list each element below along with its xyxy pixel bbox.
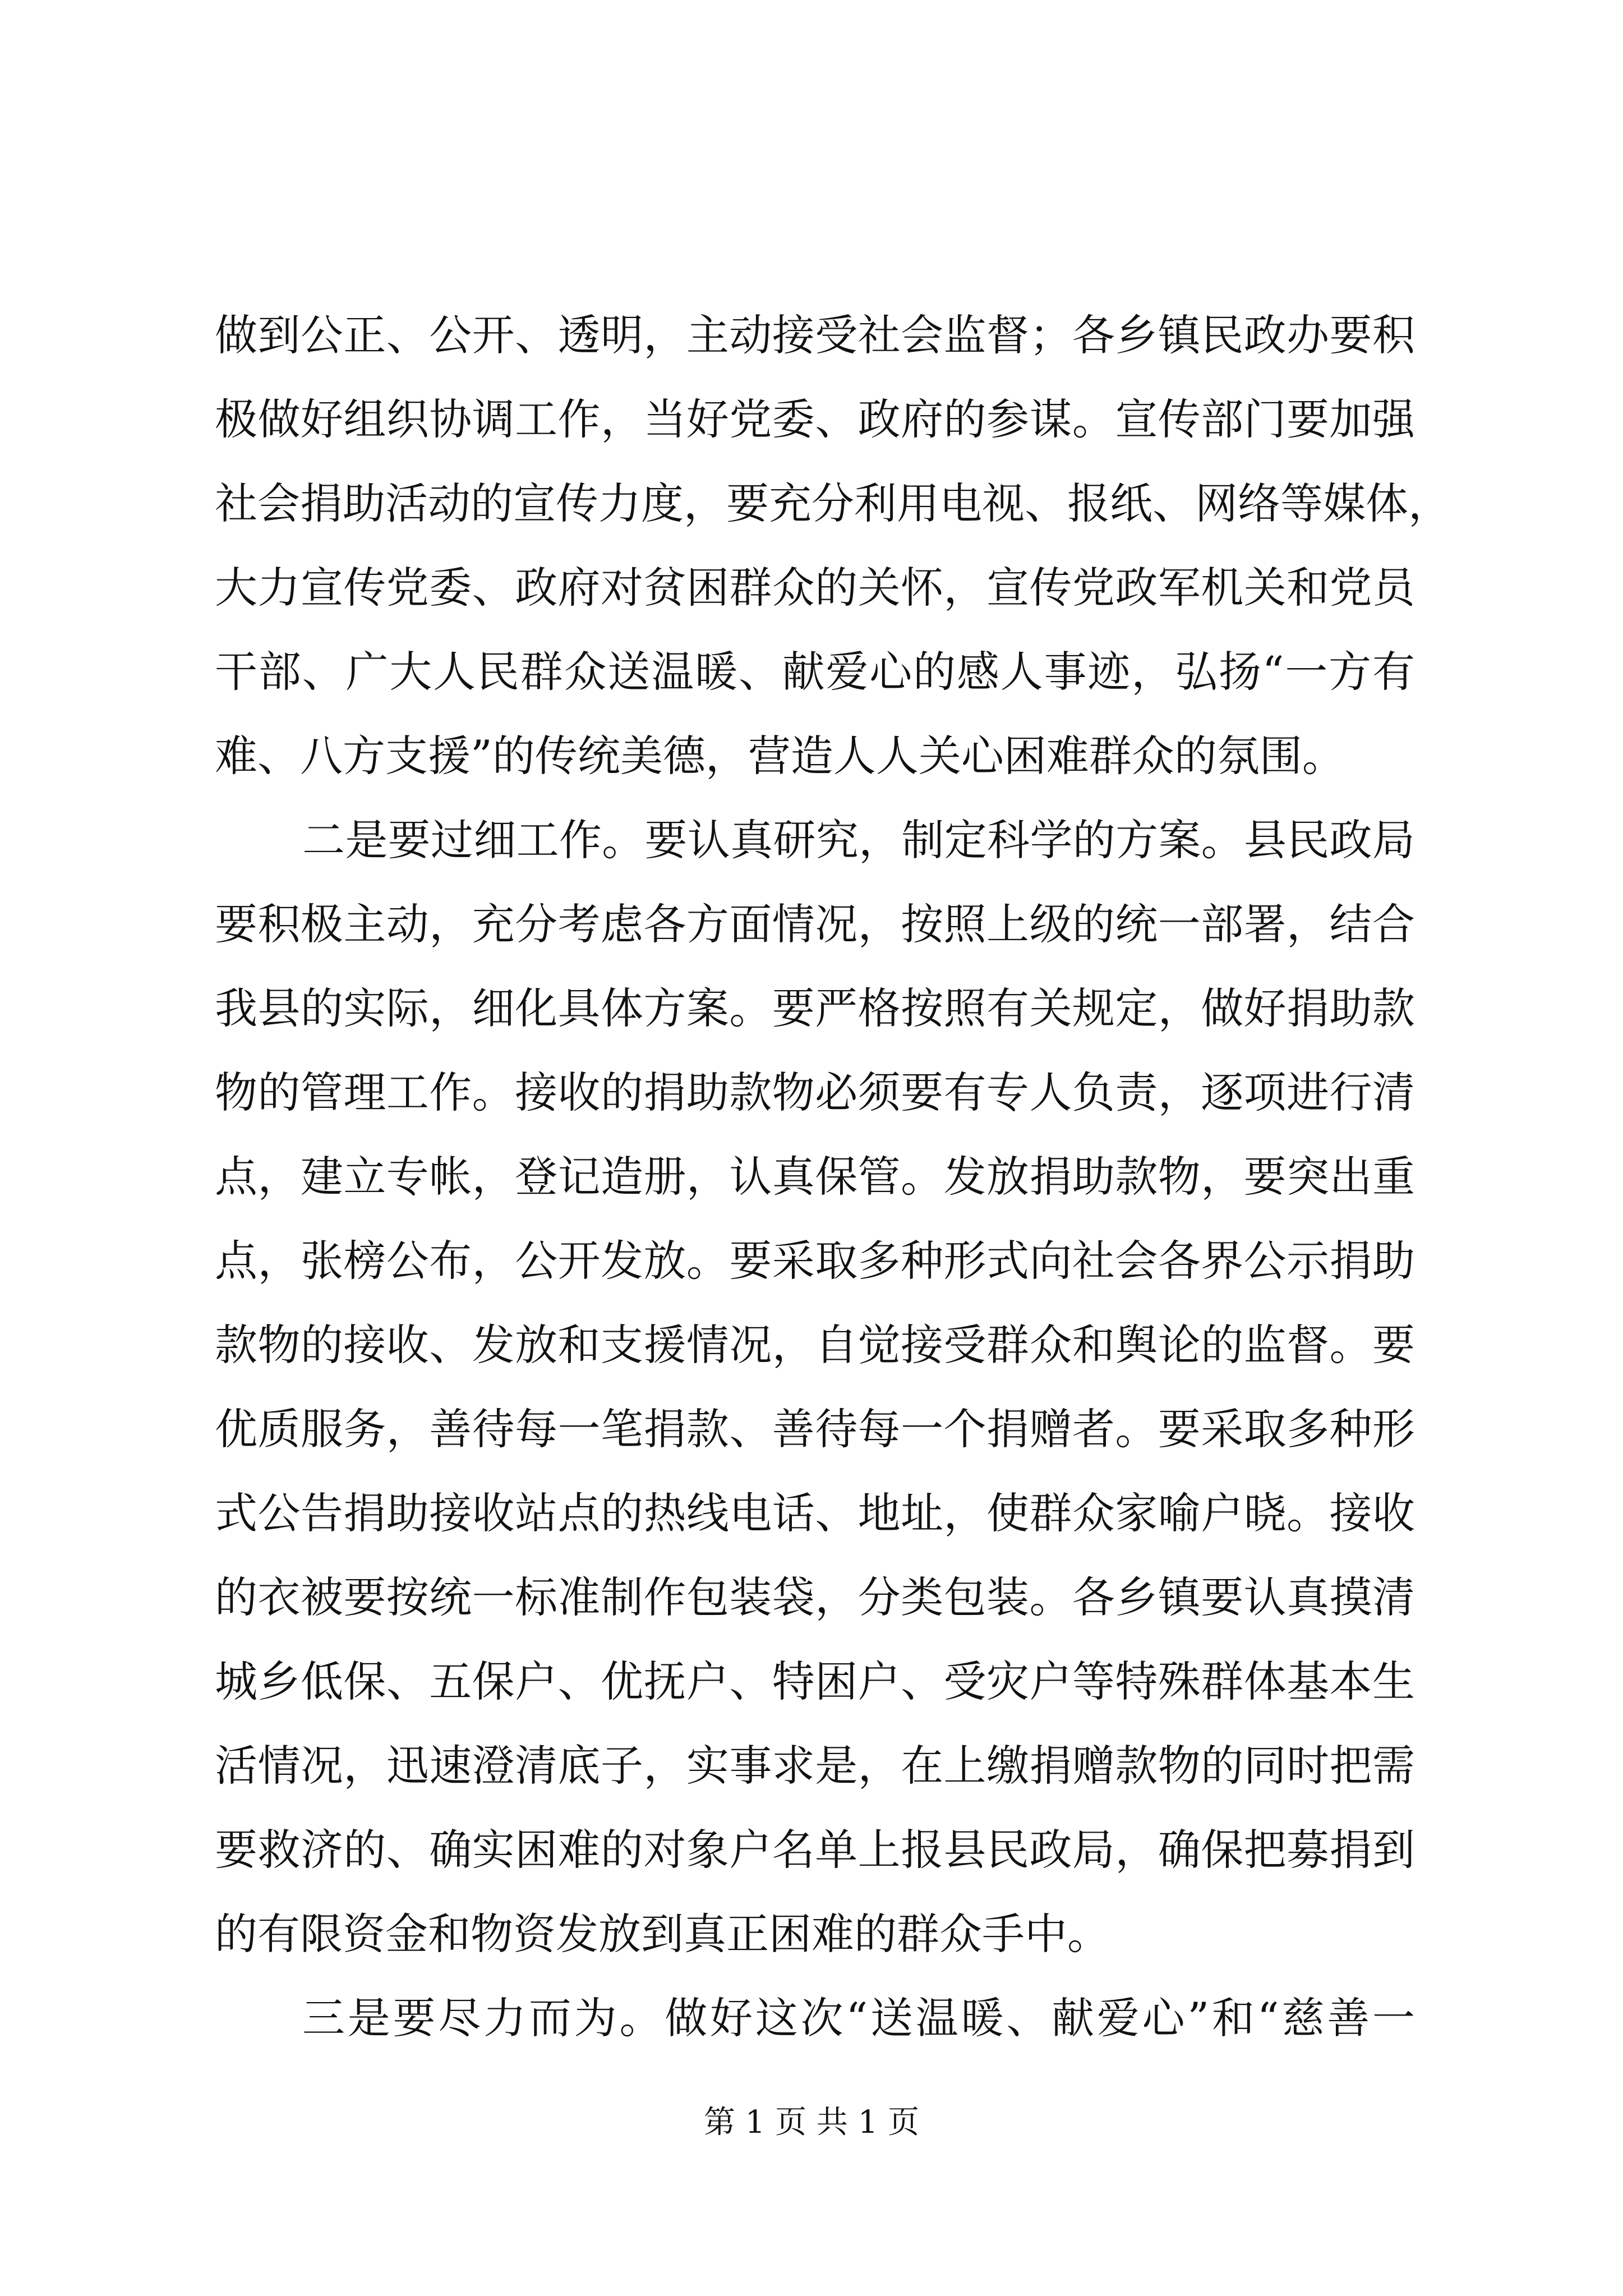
body-text-line: 的衣被要按统一标准制作包装袋，分类包装。各乡镇要认真摸清 [215, 1572, 1415, 1622]
paragraph-first-line: 三是要尽力而为。做好这次“送温暖、献爱心”和“慈善一 [302, 1993, 1415, 2043]
body-text-line: 要积极主动，充分考虑各方面情况，按照上级的统一部署，结合 [215, 899, 1415, 949]
body-text-line: 极做好组织协调工作，当好党委、政府的参谋。宣传部门要加强 [215, 394, 1415, 444]
body-text-line: 要救济的、确实困难的对象户名单上报县民政局，确保把募捐到 [215, 1825, 1415, 1875]
body-text-line: 点，张榜公布，公开发放。要采取多种形式向社会各界公示捐助 [215, 1236, 1415, 1286]
body-text-line: 的有限资金和物资发放到真正困难的群众手中。 [215, 1909, 1110, 1959]
body-text-line: 大力宣传党委、政府对贫困群众的关怀，宣传党政军机关和党员 [215, 563, 1415, 613]
body-text-line: 做到公正、公开、透明，主动接受社会监督；各乡镇民政办要积 [215, 310, 1415, 360]
body-text-line: 我县的实际，细化具体方案。要严格按照有关规定，做好捐助款 [215, 983, 1415, 1033]
body-text-line: 式公告捐助接收站点的热线电话、地址，使群众家喻户晓。接收 [215, 1488, 1415, 1538]
body-text-line: 点，建立专帐，登记造册，认真保管。发放捐助款物，要突出重 [215, 1152, 1415, 1202]
page-footer: 第 1 页 共 1 页 [703, 2104, 920, 2141]
body-text-line: 物的管理工作。接收的捐助款物必须要有专人负责，逐项进行清 [215, 1068, 1415, 1117]
body-text-line: 社会捐助活动的宣传力度，要充分利用电视、报纸、网络等媒体， [215, 478, 1451, 528]
body-text-line: 活情况，迅速澄清底子，实事求是，在上缴捐赠款物的同时把需 [215, 1741, 1415, 1791]
body-text-line: 优质服务，善待每一笔捐款、善待每一个捐赠者。要采取多种形 [215, 1404, 1415, 1454]
body-text-line: 难、八方支援”的传统美德，营造人人关心困难群众的氛围。 [215, 731, 1345, 781]
paragraph-first-line: 二是要过细工作。要认真研究，制定科学的方案。县民政局 [302, 815, 1415, 865]
body-text-line: 城乡低保、五保户、优抚户、特困户、受灾户等特殊群体基本生 [215, 1657, 1415, 1706]
body-text-line: 干部、广大人民群众送温暖、献爱心的感人事迹，弘扬“一方有 [215, 647, 1415, 697]
body-text-line: 款物的接收、发放和支援情况，自觉接受群众和舆论的监督。要 [215, 1320, 1415, 1370]
